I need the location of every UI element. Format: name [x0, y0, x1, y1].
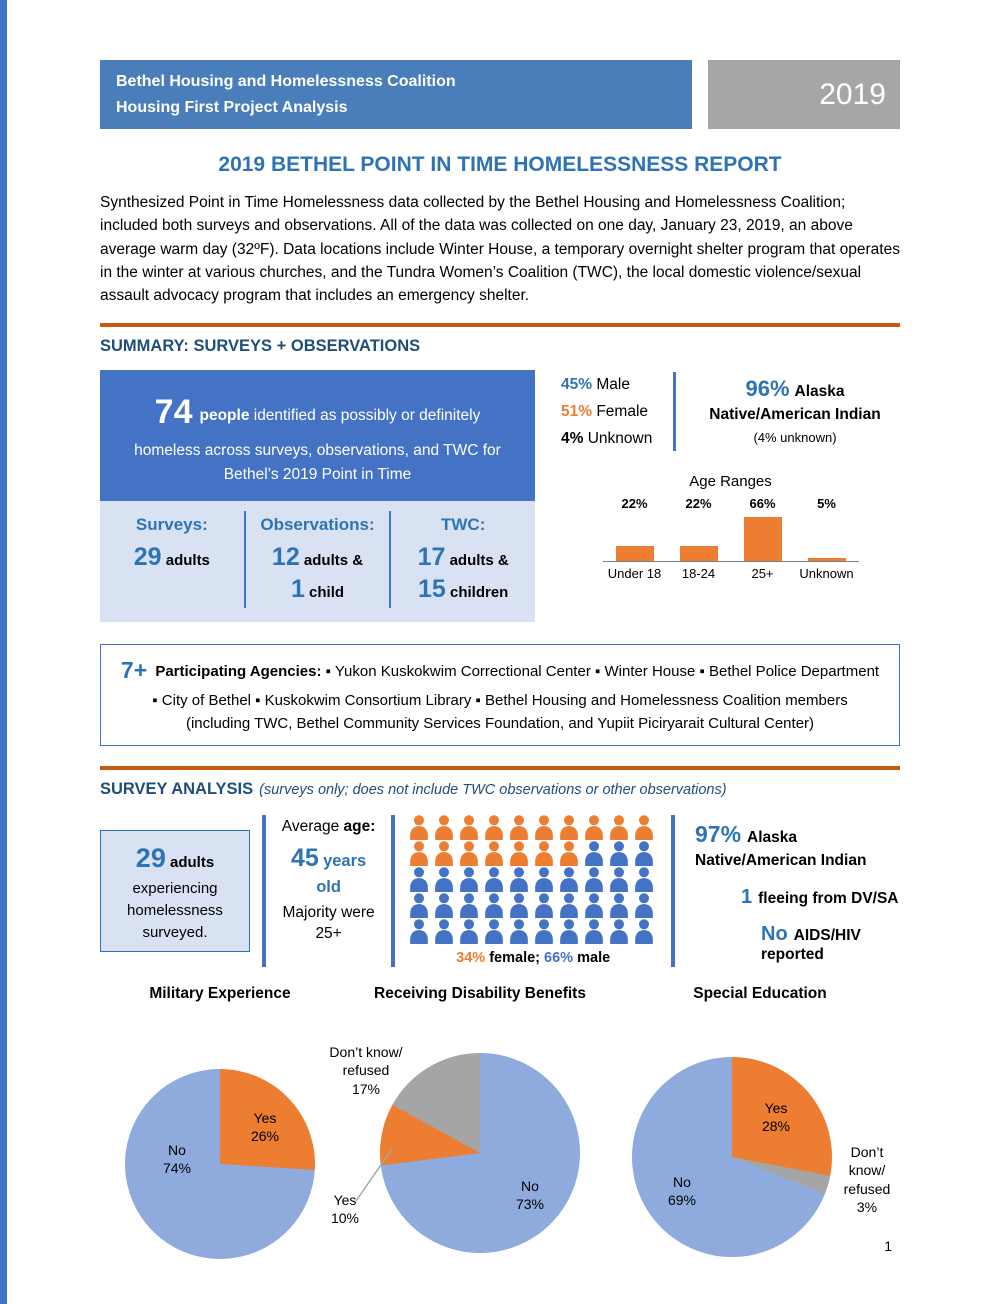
breakdown-value — [397, 575, 529, 604]
female-person-icon — [532, 815, 556, 840]
headline-box — [100, 370, 535, 501]
female-person-icon — [507, 815, 531, 840]
male-person-icon — [457, 867, 481, 892]
survey-heading: SURVEY ANALYSIS — [100, 780, 254, 799]
aids-stat-label: AIDS/HIV reported — [761, 927, 861, 964]
age-bar-area — [667, 513, 731, 561]
age-bar-value: 5% — [817, 496, 836, 512]
gender-label: Female — [592, 403, 649, 421]
male-person-icon — [632, 841, 656, 866]
male-pct: 66% — [544, 950, 574, 967]
left-accent-strip — [0, 0, 7, 1304]
male-person-icon — [482, 867, 506, 892]
age-bar-category: 18-24 — [667, 561, 731, 581]
male-person-icon — [582, 919, 606, 944]
pie-wrap-special-education — [632, 1057, 891, 1257]
breakdown-unit: child — [304, 584, 345, 602]
pie-wrap-military — [125, 1069, 315, 1259]
male-person-icon — [507, 919, 531, 944]
slice-label: Yes — [253, 1110, 277, 1127]
breakdown-number: 15 — [418, 575, 446, 604]
age-bar — [808, 558, 846, 561]
average-age-value-line — [278, 842, 380, 899]
pie-label-no — [502, 1177, 558, 1213]
breakdown-column — [244, 511, 390, 608]
breakdown-box — [100, 501, 535, 622]
average-age-label: Average — [281, 818, 344, 836]
breakdown-value — [252, 575, 384, 604]
slice-pct: 26% — [250, 1128, 280, 1145]
male-person-icon — [632, 867, 656, 892]
aids-stat — [695, 923, 900, 964]
male-person-icon — [632, 893, 656, 918]
breakdown-number: 17 — [417, 543, 446, 572]
male-person-icon — [532, 919, 556, 944]
female-person-icon — [457, 815, 481, 840]
age-bar-area — [603, 513, 667, 561]
breakdown-number: 12 — [271, 543, 300, 572]
pie-title-special-education: Special Education — [693, 985, 827, 1003]
breakdown-unit: adults & — [445, 552, 509, 570]
male-label: male — [573, 950, 611, 967]
pie-title-military: Military Experience — [149, 985, 291, 1003]
pie-chart-special-education — [620, 985, 900, 1259]
breakdown-value — [106, 543, 238, 572]
male-person-icon — [582, 841, 606, 866]
average-age-value: 45 — [290, 844, 319, 873]
ethnicity-stat — [695, 819, 900, 872]
gender-pct: 4% — [561, 430, 584, 448]
male-person-icon — [532, 867, 556, 892]
survey-stats — [687, 815, 900, 967]
female-person-icon — [632, 815, 656, 840]
male-person-icon — [457, 919, 481, 944]
breakdown-label: Observations: — [260, 515, 375, 535]
female-person-icon — [432, 841, 456, 866]
ethnicity-label: Alaska Native/American Indian — [709, 383, 881, 424]
ethnicity-summary — [704, 370, 886, 457]
female-person-icon — [532, 841, 556, 866]
dvsa-stat-label: fleeing from DV/SA — [758, 890, 899, 908]
age-bar-group — [795, 496, 859, 581]
year-box — [708, 60, 900, 129]
surveyed-count-line — [107, 839, 243, 878]
age-bar-area — [795, 513, 859, 561]
pie-special-education — [632, 1057, 832, 1257]
slice-pct: 28% — [761, 1118, 791, 1135]
dvsa-value: 1 — [741, 886, 753, 909]
section-divider-2 — [100, 766, 900, 770]
slice-pct: 10% — [330, 1210, 360, 1227]
breakdown-number: 1 — [290, 575, 305, 604]
age-bar-group — [731, 496, 795, 581]
age-bar-chart — [561, 496, 900, 581]
age-bar-category: 25+ — [731, 561, 795, 581]
breakdown-label: Surveys: — [135, 515, 208, 535]
summary-right — [535, 370, 900, 622]
pie-label-yes — [318, 1191, 372, 1227]
breakdown-column — [389, 511, 535, 608]
male-person-icon — [407, 867, 431, 892]
org-header-box — [100, 60, 692, 129]
male-person-icon — [482, 893, 506, 918]
vertical-divider — [673, 372, 676, 451]
vertical-divider — [391, 815, 395, 967]
gender-pct: 45% — [561, 376, 593, 394]
ethnicity-value: 97% — [695, 821, 742, 848]
agencies-count: 7+ — [120, 657, 148, 684]
summary-heading: SUMMARY: SURVEYS + OBSERVATIONS — [100, 337, 421, 356]
vertical-divider — [262, 815, 266, 967]
slice-label: No — [521, 1178, 539, 1195]
gender-stat — [561, 403, 665, 421]
slice-pct: 73% — [515, 1196, 545, 1213]
slice-label: No — [673, 1174, 691, 1191]
male-person-icon — [432, 919, 456, 944]
ethnicity-note: (4% unknown) — [753, 430, 837, 446]
breakdown-unit: adults & — [299, 552, 364, 570]
breakdown-column — [100, 511, 244, 608]
agencies-label: Participating Agencies: — [155, 663, 322, 681]
male-person-icon — [557, 867, 581, 892]
pie-chart-military-experience — [100, 985, 340, 1259]
female-person-icon — [482, 841, 506, 866]
age-bar-area — [731, 513, 795, 561]
female-person-icon — [407, 841, 431, 866]
age-ranges-chart — [561, 473, 900, 581]
breakdown-value — [397, 543, 529, 572]
slice-pct: 74% — [162, 1160, 192, 1177]
female-person-icon — [407, 815, 431, 840]
average-age-unit: years old — [316, 852, 367, 896]
pie-chart-disability-benefits — [329, 985, 620, 1259]
pie-title-disability: Receiving Disability Benefits — [374, 985, 586, 1003]
female-person-icon — [507, 841, 531, 866]
breakdown-value — [252, 543, 384, 572]
male-person-icon — [607, 893, 631, 918]
male-person-icon — [607, 867, 631, 892]
male-person-icon — [607, 841, 631, 866]
male-person-icon — [432, 867, 456, 892]
pie-label-yes — [748, 1099, 804, 1135]
age-bar — [616, 546, 654, 561]
gender-label: Male — [592, 376, 630, 394]
pie-label-no — [151, 1141, 203, 1177]
male-person-icon — [532, 893, 556, 918]
page-header — [100, 60, 900, 129]
intro-paragraph: Synthesized Point in Time Homelessness data collected by the Bethel Housing and Homelessness Coalition; included both surveys and observations. All of the data was collected on one day, January 23, 2019, an above average warm day (32ºF). Data locations include Winter House, a temporary overnight shelter program that operates in the winter at various churches, and the Tundra Women’s Coalition (TWC), the local domestic violence/sexual assault advocacy program that includes an emergency shelter. — [100, 194, 900, 305]
total-people-count: 74 — [154, 393, 193, 432]
surveyed-unit: adults — [170, 854, 215, 872]
survey-section — [100, 815, 900, 967]
male-person-icon — [407, 893, 431, 918]
female-person-icon — [432, 815, 456, 840]
slice-label: Yes — [764, 1100, 788, 1117]
female-person-icon — [557, 815, 581, 840]
female-person-icon — [582, 815, 606, 840]
age-majority-note: Majority were 25+ — [282, 903, 375, 942]
gender-stats — [561, 370, 665, 457]
female-label: female; — [485, 950, 545, 967]
female-person-icon — [482, 815, 506, 840]
surveyed-count-box — [100, 830, 250, 952]
slice-label: Don’t know/ refused — [329, 1044, 403, 1079]
gender-ethnicity-row — [561, 370, 900, 457]
gender-pictogram-block — [407, 815, 659, 967]
pictogram-caption — [456, 950, 610, 966]
slice-pct: 69% — [667, 1192, 697, 1209]
vertical-divider — [671, 815, 675, 967]
male-person-icon — [582, 867, 606, 892]
average-age-block — [278, 815, 380, 967]
female-person-icon — [557, 841, 581, 866]
male-person-icon — [507, 867, 531, 892]
breakdown-label: TWC: — [440, 515, 486, 535]
age-bar-group — [603, 496, 667, 581]
age-bar-group — [667, 496, 731, 581]
headline-text: identified as possibly or definitely homeless across surveys, observations, and TWC for Bethel’s 2019 Point in Time — [134, 407, 501, 484]
gender-label: Unknown — [583, 430, 653, 448]
surveyed-count: 29 — [135, 843, 166, 874]
page-number: 1 — [884, 1238, 892, 1254]
agencies-box — [100, 644, 900, 746]
survey-heading-row — [100, 780, 900, 799]
male-person-icon — [507, 893, 531, 918]
survey-heading-note: (surveys only; does not include TWC observations or other observations) — [259, 782, 727, 799]
gender-stat — [561, 430, 665, 448]
report-title: 2019 BETHEL POINT IN TIME HOMELESSNESS REPORT — [218, 153, 782, 177]
age-bar-category: Under 18 — [603, 561, 667, 581]
breakdown-unit: children — [445, 584, 509, 602]
project-name: Housing First Project Analysis — [116, 98, 348, 116]
male-person-icon — [582, 893, 606, 918]
slice-pct: 3% — [856, 1198, 878, 1215]
average-age-label-line — [278, 817, 380, 838]
age-bar-category: Unknown — [795, 561, 859, 581]
slice-label: Don’t know/ refused — [843, 1144, 891, 1197]
ethnicity-stat-label: Alaska Native/American Indian — [695, 829, 867, 870]
pictogram — [407, 815, 659, 944]
org-name: Bethel Housing and Homelessness Coalition — [116, 73, 456, 90]
aids-value: No — [761, 923, 788, 946]
pie-label-dont-know — [836, 1143, 898, 1216]
pie-label-no — [656, 1173, 708, 1209]
slice-pct: 17% — [351, 1080, 381, 1097]
dvsa-stat — [695, 886, 900, 909]
pie-charts-row — [100, 985, 900, 1259]
slice-label: No — [168, 1142, 186, 1159]
headline-bold-word: people — [199, 407, 250, 425]
breakdown-unit: adults — [161, 552, 210, 570]
gender-stat — [561, 376, 665, 394]
male-person-icon — [457, 893, 481, 918]
gender-pct: 51% — [561, 403, 593, 421]
male-person-icon — [607, 919, 631, 944]
ethnicity-pct: 96% — [745, 376, 790, 402]
male-person-icon — [407, 919, 431, 944]
pie-label-dont-know — [318, 1043, 414, 1098]
age-bar — [744, 517, 782, 561]
year-label: 2019 — [819, 77, 886, 111]
female-pct: 34% — [456, 950, 486, 967]
age-bar — [680, 546, 718, 561]
age-chart-title: Age Ranges — [689, 473, 772, 491]
pie-wrap-disability — [329, 1044, 580, 1253]
pie-label-yes — [237, 1109, 293, 1145]
age-bar-value: 22% — [685, 496, 712, 512]
age-bar-value: 66% — [749, 496, 776, 512]
male-person-icon — [482, 919, 506, 944]
average-age-label-bold: age: — [343, 818, 376, 836]
surveyed-text: experiencing homelessness surveyed. — [127, 880, 223, 941]
summary-left — [100, 370, 535, 622]
male-person-icon — [432, 893, 456, 918]
summary-section — [100, 370, 900, 622]
male-person-icon — [557, 919, 581, 944]
agencies-list: ▪ Yukon Kuskokwim Correctional Center ▪ Winter House ▪ Bethel Police Department ▪ City of Bethel ▪ Kuskokwim Consortium Library ▪ Bethel Housing and Homelessness Coalition members (including TWC, Bethel Community Services Foundation, and Yupiit Piciryarait Cultural Center) — [152, 663, 880, 733]
slice-label: Yes — [333, 1192, 357, 1209]
section-divider — [100, 323, 900, 327]
male-person-icon — [632, 919, 656, 944]
age-bar-value: 22% — [621, 496, 648, 512]
male-person-icon — [557, 893, 581, 918]
female-person-icon — [607, 815, 631, 840]
breakdown-number: 29 — [133, 543, 162, 572]
female-person-icon — [457, 841, 481, 866]
